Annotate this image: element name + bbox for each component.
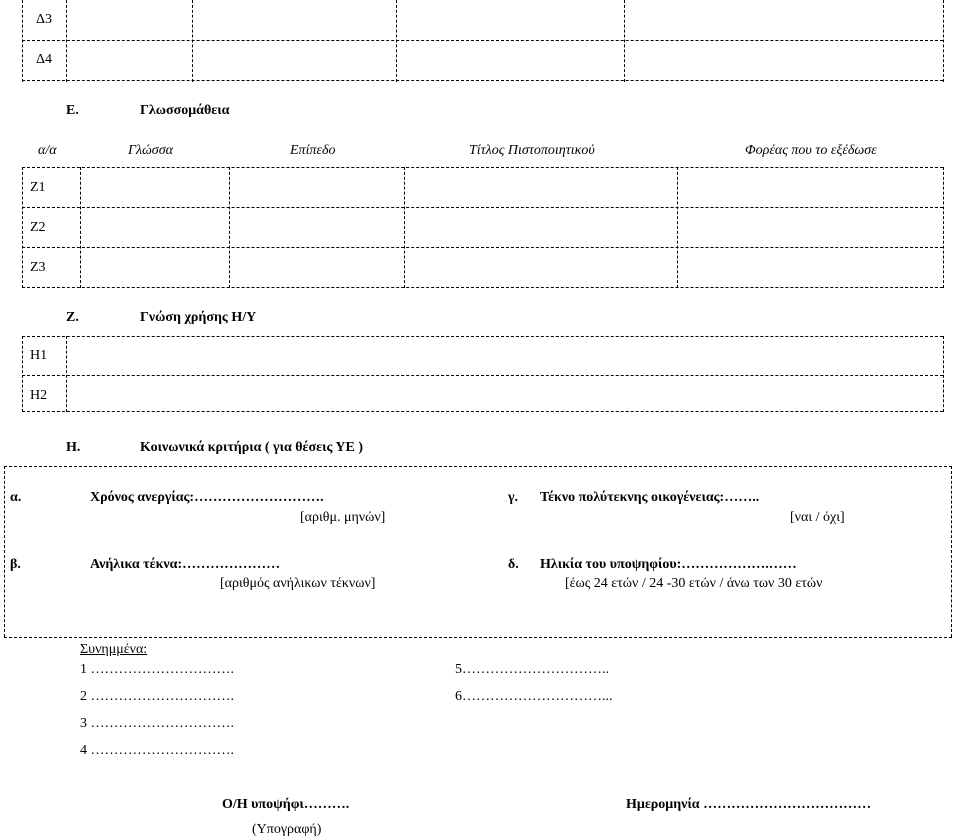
computer-row-label: Η1 bbox=[30, 348, 48, 363]
attachment-line[interactable]: 3 …………………………. bbox=[80, 716, 234, 731]
minor-children-hint: [αριθμός ανήλικων τέκνων] bbox=[220, 576, 376, 591]
section-title: Γλωσσομάθεια bbox=[140, 103, 230, 118]
section-title: Γνώση χρήσης Η/Υ bbox=[140, 310, 257, 325]
table-d-row-label: Δ3 bbox=[36, 12, 53, 27]
minor-children-field[interactable]: Ανήλικα τέκνα:………………… bbox=[90, 557, 281, 572]
language-row-label: Ζ3 bbox=[30, 260, 46, 275]
large-family-field[interactable]: Τέκνο πολύτεκνης οικογένειας:…….. bbox=[540, 490, 760, 505]
column-header: Τίτλος Πιστοποιητικού bbox=[469, 143, 595, 158]
section-letter: Η. bbox=[66, 440, 81, 455]
criterion-letter: δ. bbox=[508, 557, 519, 572]
language-row-label: Ζ2 bbox=[30, 220, 46, 235]
language-row-label: Ζ1 bbox=[30, 180, 46, 195]
column-header: Επίπεδο bbox=[290, 143, 336, 158]
criterion-letter: α. bbox=[10, 490, 22, 505]
column-header: α/α bbox=[38, 143, 57, 158]
table-d-row-label: Δ4 bbox=[36, 52, 53, 67]
column-header: Φορέας που το εξέδωσε bbox=[745, 143, 877, 158]
unemployment-hint: [αριθμ. μηνών] bbox=[300, 510, 386, 525]
attachment-line[interactable]: 6…………………………... bbox=[455, 689, 613, 704]
attachment-line[interactable]: 4 …………………………. bbox=[80, 743, 234, 758]
attachment-line[interactable]: 5………………………….. bbox=[455, 662, 609, 677]
large-family-hint: [ναι / όχι] bbox=[790, 510, 845, 525]
section-letter: Ζ. bbox=[66, 310, 79, 325]
attachment-line[interactable]: 1 …………………………. bbox=[80, 662, 234, 677]
signature-caption: (Υπογραφή) bbox=[252, 822, 322, 837]
candidate-age-hint: [έως 24 ετών / 24 -30 ετών / άνω των 30 ετών bbox=[565, 576, 823, 591]
date-field[interactable]: Ημερομηνία ……………………………… bbox=[626, 797, 872, 812]
criterion-letter: β. bbox=[10, 557, 21, 572]
unemployment-field[interactable]: Χρόνος ανεργίας:………………………. bbox=[90, 490, 324, 505]
criterion-letter: γ. bbox=[508, 490, 519, 505]
attachments-title: Συνημμένα: bbox=[80, 642, 148, 657]
applicant-signature-label: Ο/Η υποψήφι………. bbox=[222, 797, 350, 812]
column-header: Γλώσσα bbox=[128, 143, 173, 158]
section-letter: Ε. bbox=[66, 103, 79, 118]
section-title: Κοινωνικά κριτήρια ( για θέσεις ΥΕ ) bbox=[140, 440, 363, 455]
attachment-line[interactable]: 2 …………………………. bbox=[80, 689, 234, 704]
computer-row-label: Η2 bbox=[30, 388, 48, 403]
candidate-age-field[interactable]: Ηλικία του υποψηφίου:……………….…… bbox=[540, 557, 797, 572]
